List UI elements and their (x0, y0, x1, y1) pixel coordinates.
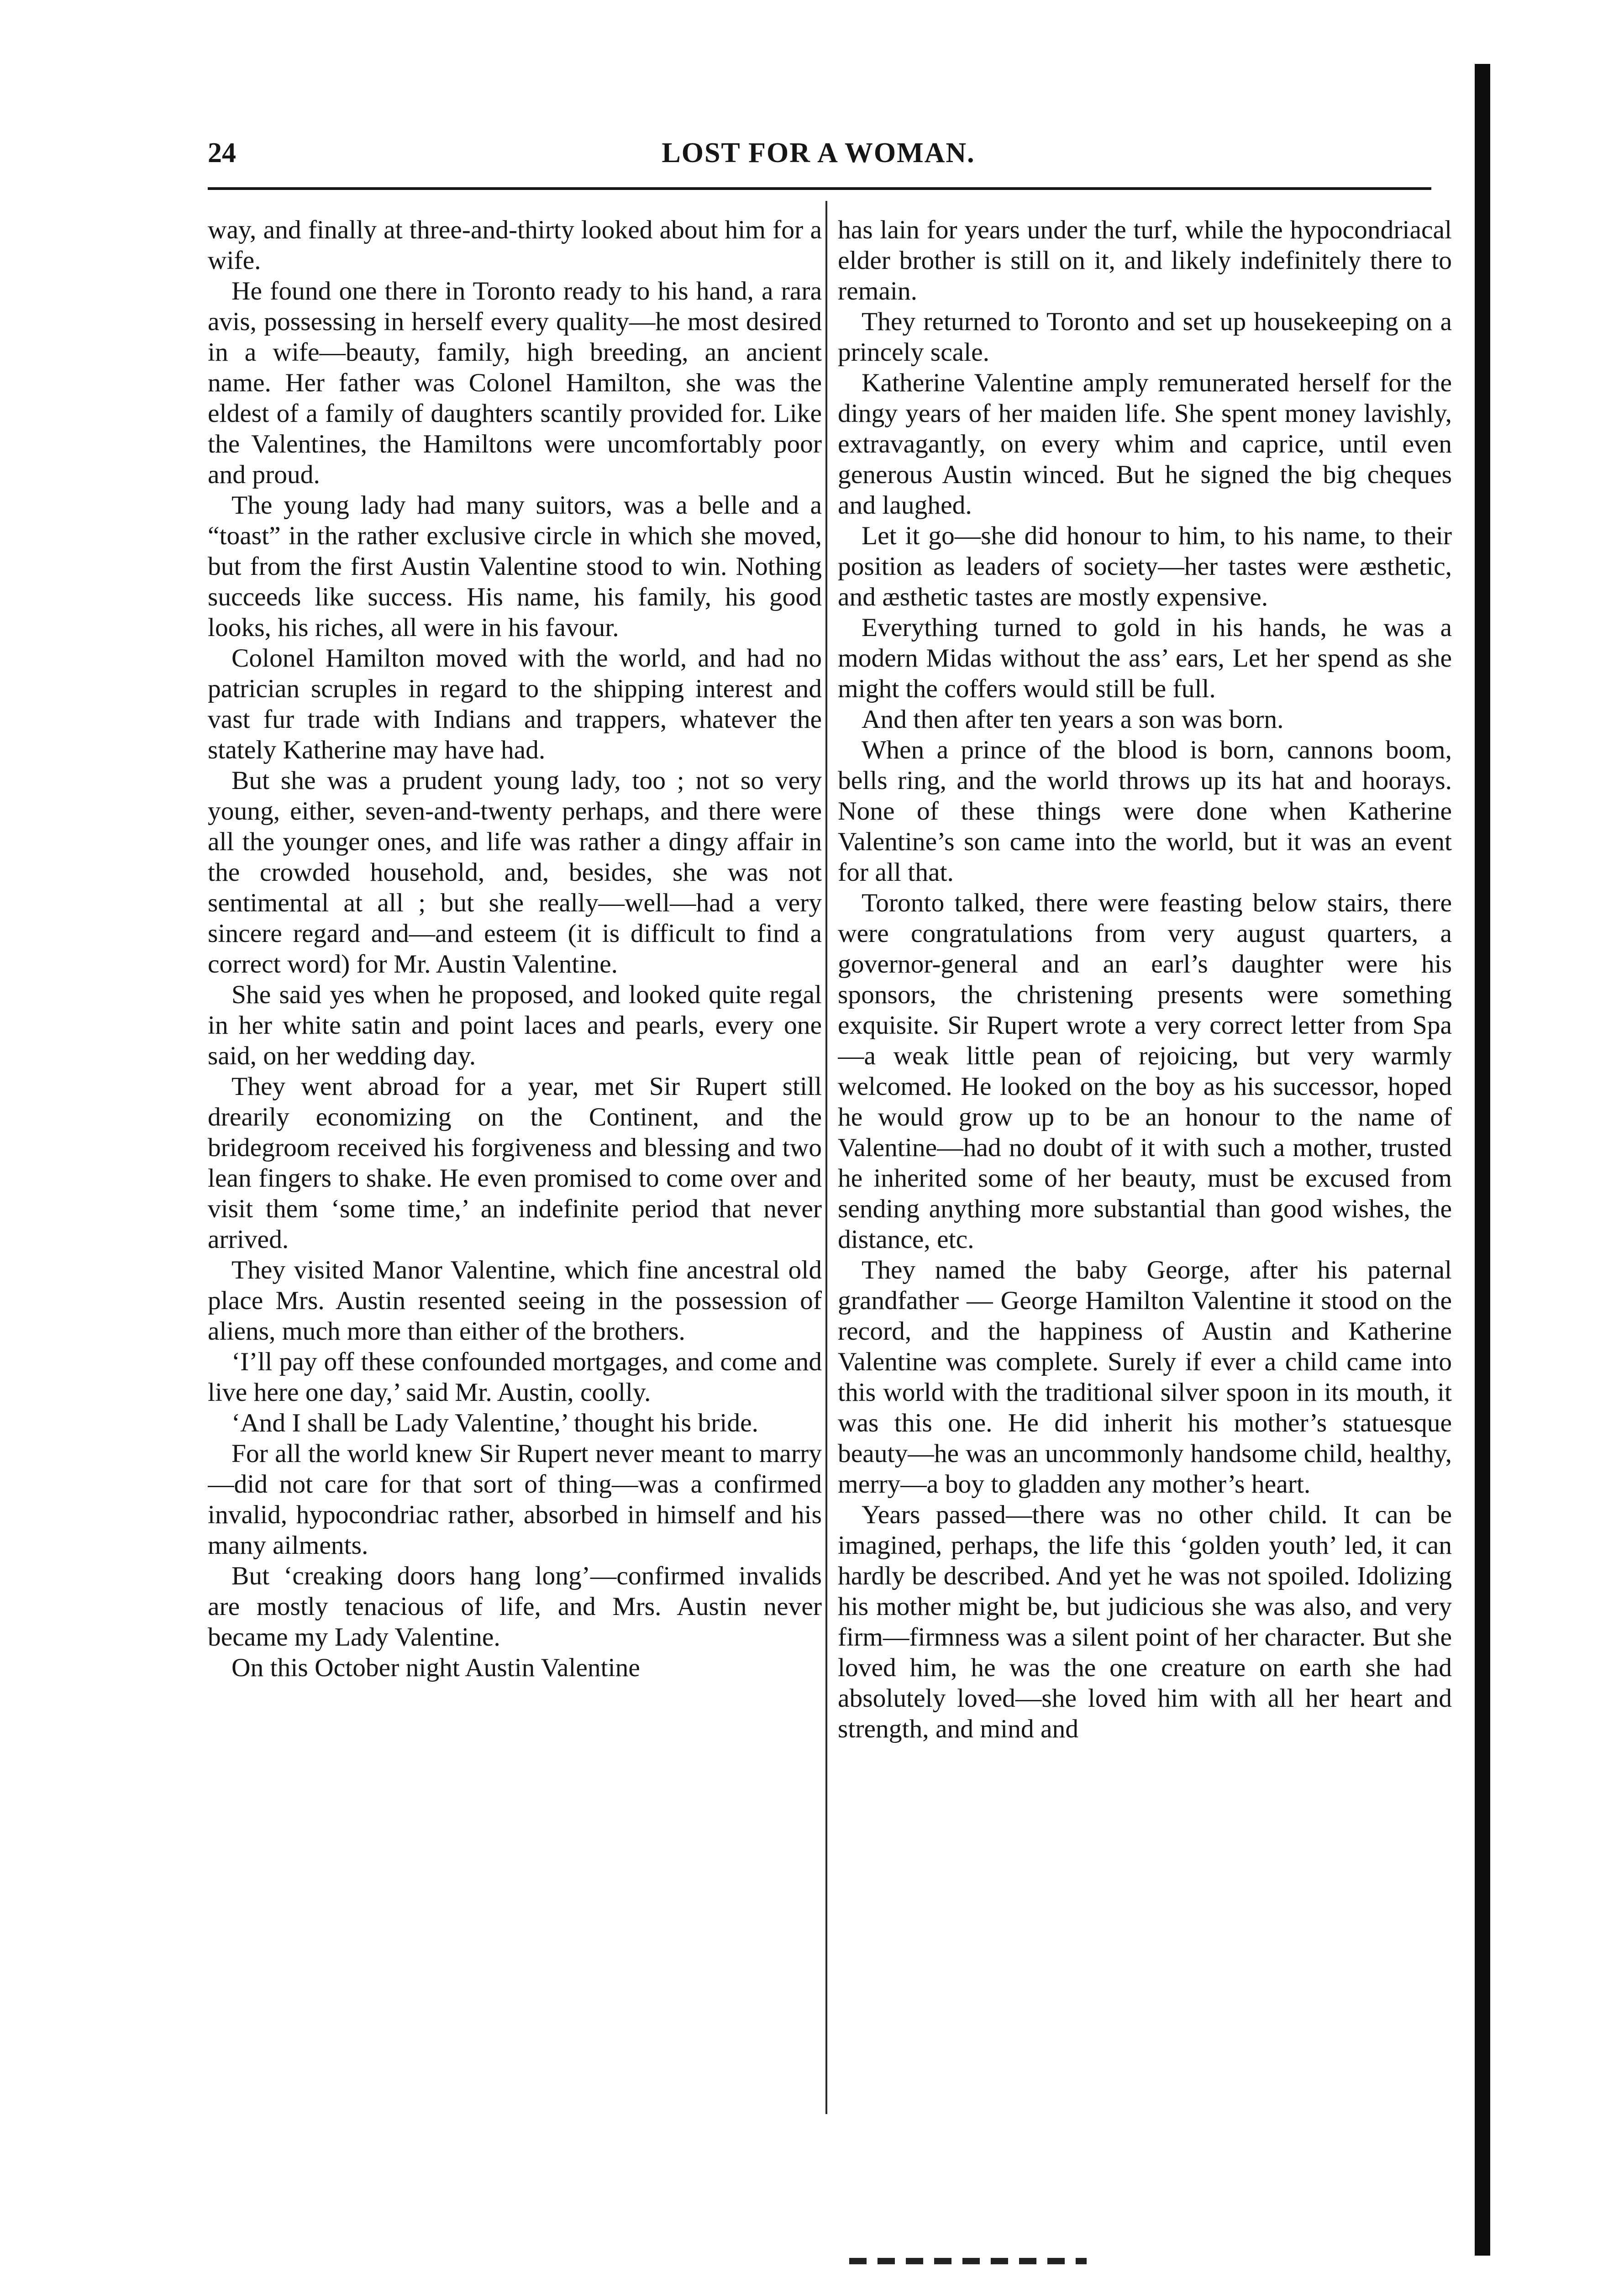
page-edge-shadow (1475, 64, 1490, 2256)
paragraph: And then after ten years a son was born. (862, 705, 1284, 734)
paragraph: Katherine Valentine amply remunerated herself for the dingy years of her maiden life. She spent money lavishly, extravagantly, on every whim and caprice, until even generous Austin winced. But he signed the big cheques and laughed. (838, 368, 1452, 520)
paragraph: Everything turned to gold in his hands, he was a modern Midas without the ass’ ears, Let her spend as she might the coffers would still be full. (838, 613, 1452, 703)
paragraph: They visited Manor Valentine, which fine ancestral old place Mrs. Austin resented seeing in the possession of aliens, much more than either of the brothers. (208, 1256, 822, 1346)
column-divider (825, 201, 827, 2114)
paragraph: Years passed—there was no other child. It can be imagined, perhaps, the life this ‘golden youth’ led, it can hardly be described. And yet he was not spoiled. Idolizing his mother might be, but judicious she was also, and very firm—firmness was a silent point of her character. But she loved him, he was the one creature on earth she had absolutely loved—she loved him with all her heart and strength, and mind and (838, 1500, 1452, 1743)
paragraph: On this October night Austin Valentine (231, 1653, 640, 1682)
paragraph: They went abroad for a year, met Sir Rupert still drearily economizing on the Continent, and the bridegroom received his forgiveness and blessing and two lean fingers to shake. He even promised to come over and visit them ‘some time,’ an indefinite period that never arrived. (208, 1072, 822, 1254)
paragraph: But she was a prudent young lady, too ; not so very young, either, seven-and-twenty perhaps, and there were all the younger ones, and life was rather a dingy affair in the crowded household, and, besides, she was not sentimental at all ; but she really—well—had a very sincere regard and—and esteem (it is difficult to find a correct word) for Mr. Austin Valentine. (208, 766, 822, 978)
paragraph: She said yes when he proposed, and looked quite regal in her white satin and point laces and pearls, every one said, on her wedding day. (208, 980, 822, 1070)
paragraph: The young lady had many suitors, was a belle and a “toast” in the rather exclusive circle in which she moved, but from the first Austin Valentine stood to win. Nothing succeeds like success. His name, his family, his good looks, his riches, all were in his favour. (208, 491, 822, 642)
page-number: 24 (208, 137, 236, 168)
paragraph: But ‘creaking doors hang long’—confirmed invalids are mostly tenacious of life, and Mrs. Austin never became my Lady Valentine. (208, 1562, 822, 1652)
paragraph: For all the world knew Sir Rupert never meant to marry—did not care for that sort of thing—was a confirmed invalid, hypocondriac rather, absorbed in himself and his many ailments. (208, 1439, 822, 1560)
page-header (208, 137, 1429, 178)
paragraph: ‘I’ll pay off these confounded mortgages, and come and live here one day,’ said Mr. Austin, coolly. (208, 1347, 822, 1407)
paragraph: When a prince of the blood is born, cannons boom, bells ring, and the world throws up its hat and hoorays. None of these things were done when Katherine Valentine’s son came into the world, but it was an event for all that. (838, 736, 1452, 887)
paragraph: has lain for years under the turf, while the hypocondriacal elder brother is still on it, and likely indefinitely there to remain. (838, 216, 1452, 305)
paragraph: way, and finally at three-and-thirty looked about him for a wife. (208, 216, 822, 275)
bottom-dash-marks (849, 2258, 1087, 2264)
running-title: LOST FOR A WOMAN. (662, 137, 975, 168)
header-rule (208, 187, 1431, 190)
paragraph: ‘And I shall be Lady Valentine,’ thought his bride. (231, 1409, 759, 1437)
left-column (208, 215, 822, 2105)
paragraph: They named the baby George, after his paternal grandfather — George Hamilton Valentine it stood on the record, and the happiness of Austin and Katherine Valentine was complete. Surely if ever a child came into this world with the traditional silver spoon in its mouth, it was this one. He did inherit his mother’s statuesque beauty—he was an uncommonly handsome child, healthy, merry—a boy to gladden any mother’s heart. (838, 1256, 1452, 1499)
paragraph: Toronto talked, there were feasting below stairs, there were congratulations from very august quarters, a governor-general and an earl’s daughter were his sponsors, the christening presents were something exquisite. Sir Rupert wrote a very correct letter from Spa—a weak little pean of rejoicing, but very warmly welcomed. He looked on the boy as his successor, hoped he would grow up to be an honour to the name of Valentine—had no doubt of it with such a mother, trusted he inherited some of her beauty, must be excused from sending anything more substantial than good wishes, the distance, etc. (838, 889, 1452, 1254)
paragraph: Let it go—she did honour to him, to his name, to their position as leaders of society—her tastes were æsthetic, and æsthetic tastes are mostly expensive. (838, 521, 1452, 611)
paragraph: He found one there in Toronto ready to his hand, a rara avis, possessing in herself every quality—he most desired in a wife—beauty, family, high breeding, an ancient name. Her father was Colonel Hamilton, she was the eldest of a family of daughters scantily provided for. Like the Valentines, the Hamiltons were uncomfortably poor and proud. (208, 277, 822, 489)
right-column (838, 215, 1452, 2105)
paragraph: They returned to Toronto and set up housekeeping on a princely scale. (838, 307, 1452, 367)
paragraph: Colonel Hamilton moved with the world, and had no patrician scruples in regard to the shipping interest and vast fur trade with Indians and trappers, whatever the stately Katherine may have had. (208, 644, 822, 764)
